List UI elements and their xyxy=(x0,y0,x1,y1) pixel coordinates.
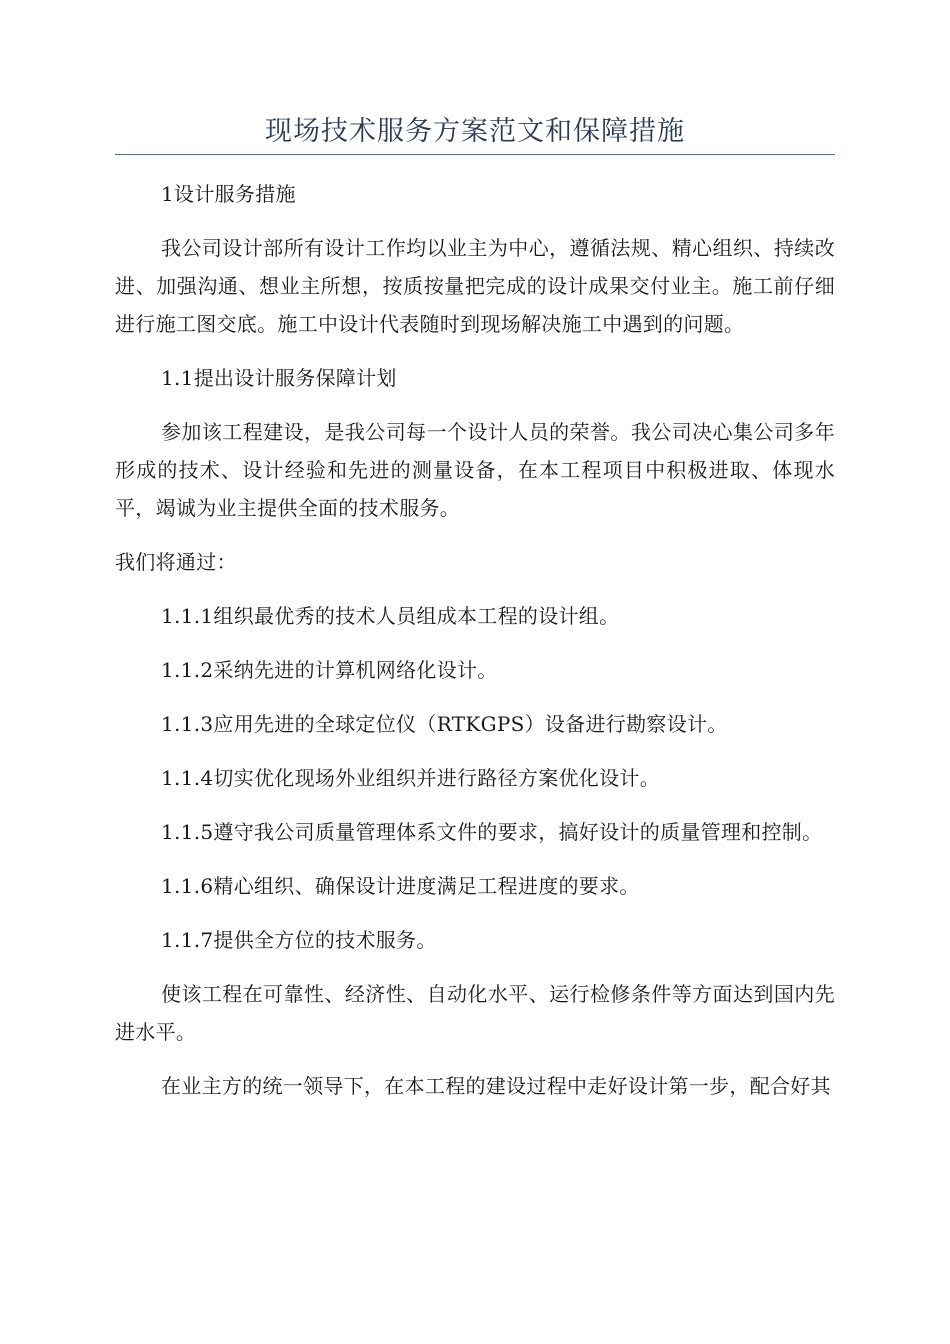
list-item: 1.1.3应用先进的全球定位仪（RTKGPS）设备进行勘察设计。 xyxy=(161,712,728,736)
paragraph: 我公司设计部所有设计工作均以业主为中心，遵循法规、精心组织、持续改进、加强沟通、想业主所想，按质按量把完成的设计成果交付业主。施工前仔细进行施工图交底。施工中设计代表随时到现场解决施工中遇到的问题。 xyxy=(115,236,835,336)
document-title: 现场技术服务方案范文和保障措施 xyxy=(265,116,685,147)
title-underline xyxy=(115,154,835,155)
list-item: 1.1.7提供全方位的技术服务。 xyxy=(161,928,437,952)
paragraph: 我们将通过： xyxy=(115,550,237,574)
paragraph: 参加该工程建设，是我公司每一个设计人员的荣誉。我公司决心集公司多年形成的技术、设计经验和先进的测量设备，在本工程项目中积极进取、体现水平，竭诚为业主提供全面的技术服务。 xyxy=(115,420,835,520)
list-item: 1.1.2采纳先进的计算机网络化设计。 xyxy=(161,658,498,682)
list-item: 1.1.6精心组织、确保设计进度满足工程进度的要求。 xyxy=(161,874,640,898)
paragraph: 在业主方的统一领导下，在本工程的建设过程中走好设计第一步，配合好其 xyxy=(161,1074,831,1098)
section-heading: 1.1提出设计服务保障计划 xyxy=(161,366,397,390)
section-heading: 1设计服务措施 xyxy=(161,182,296,206)
paragraph: 使该工程在可靠性、经济性、自动化水平、运行检修条件等方面达到国内先进水平。 xyxy=(115,982,835,1044)
list-item: 1.1.4切实优化现场外业组织并进行路径方案优化设计。 xyxy=(161,766,660,790)
list-item: 1.1.1组织最优秀的技术人员组成本工程的设计组。 xyxy=(161,604,620,628)
document-body xyxy=(115,175,835,1121)
list-item: 1.1.5遵守我公司质量管理体系文件的要求，搞好设计的质量管理和控制。 xyxy=(161,820,823,844)
